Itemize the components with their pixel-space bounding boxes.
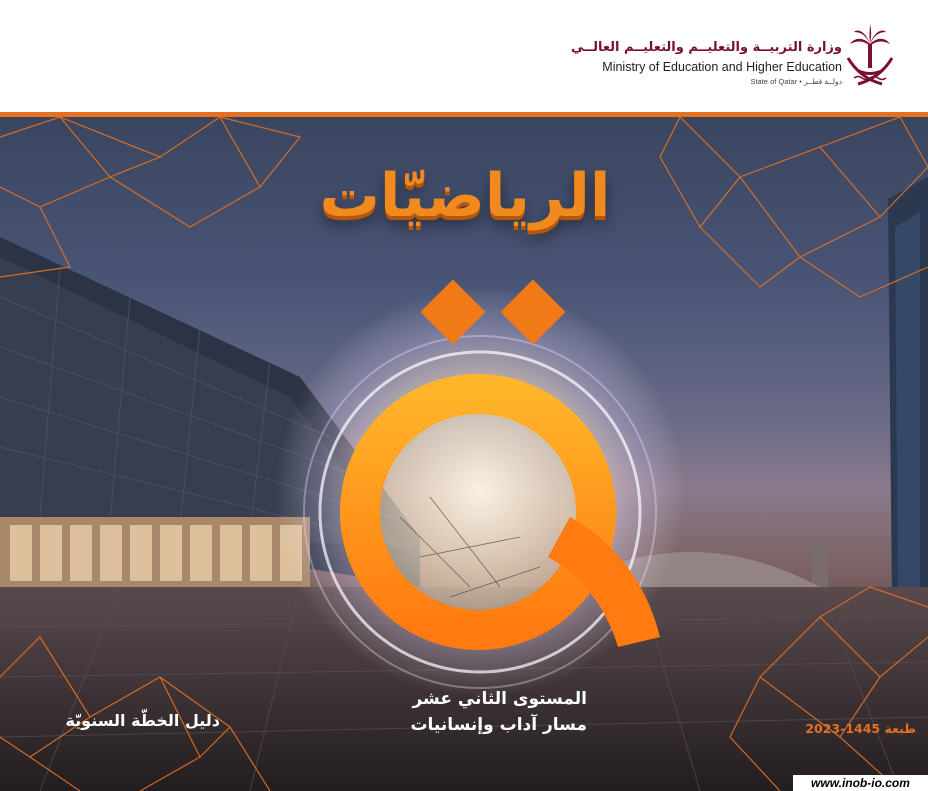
book-title: الرياضيّات [319, 161, 611, 231]
ministry-header [0, 0, 928, 112]
edition-label: طبعة 1445-2023 [805, 721, 916, 736]
guide-title: دليل الخطّة السنويّة [65, 711, 220, 730]
cover-artwork [0, 117, 928, 791]
state-of-qatar-label: State of Qatar • دولــة قطــر [750, 77, 842, 86]
qatar-emblem-icon [844, 22, 896, 92]
grade-level: المستوى الثاني عشر [412, 689, 587, 709]
ministry-name-arabic: وزارة التربيــة والتعليــم والتعليــم العالــي [571, 40, 842, 55]
study-track: مسار آداب وإنسانيات [410, 715, 587, 735]
watermark-url: www.inob-io.com [793, 775, 928, 791]
ministry-name-english: Ministry of Education and Higher Education [602, 60, 842, 74]
